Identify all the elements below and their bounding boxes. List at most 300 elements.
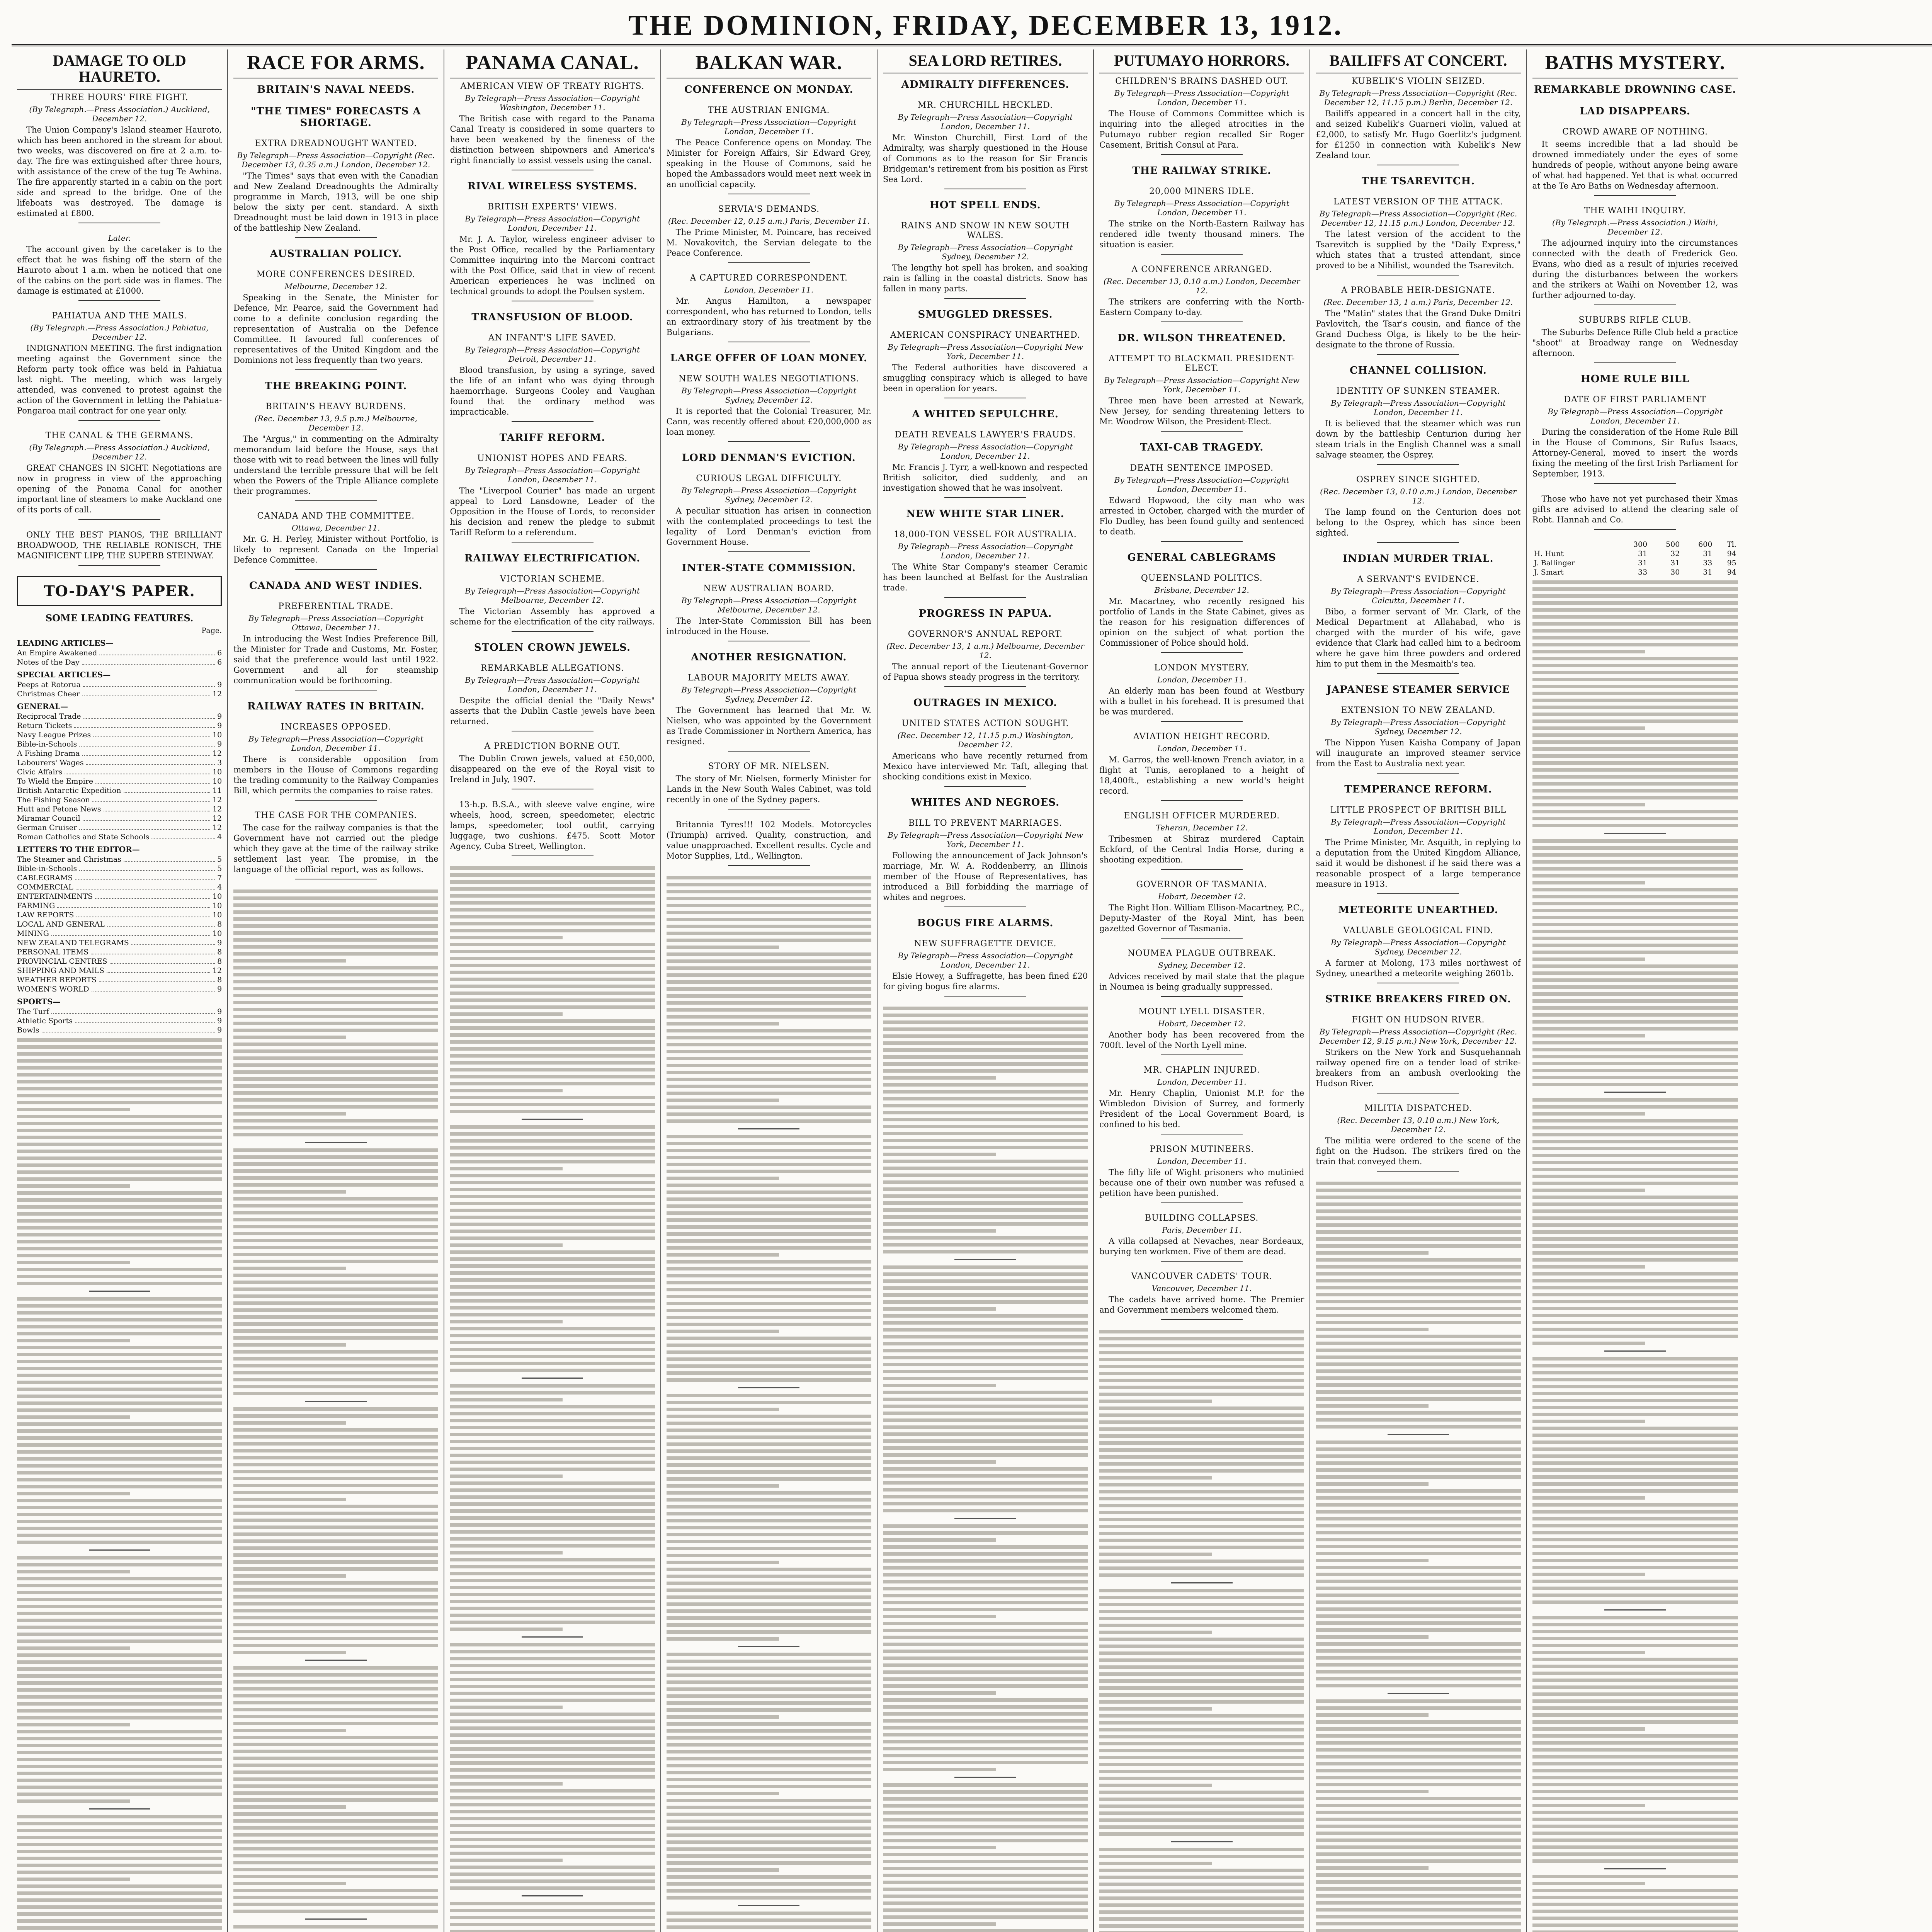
type-line xyxy=(1099,1896,1304,1900)
type-line xyxy=(1532,1510,1738,1514)
toc-entry[interactable] xyxy=(17,855,222,864)
article-dateline: By Telegraph—Press Association—Copyright London, December 11. xyxy=(898,112,1073,131)
type-line xyxy=(233,1421,346,1425)
type-line xyxy=(667,1868,779,1872)
type-line xyxy=(450,1726,655,1730)
article xyxy=(667,651,871,663)
toc-entry[interactable] xyxy=(17,786,222,795)
type-line xyxy=(1099,1330,1304,1333)
type-line xyxy=(883,1908,1088,1912)
type-line xyxy=(233,1253,438,1256)
type-line xyxy=(1099,1525,1304,1528)
type-line xyxy=(883,1014,1088,1017)
article-body: Speaking in the Senate, the Minister for Defence, Mr. Pearce, said the Government had come to a definite conclusion regarding the representation of Australia on the Defence Committee. It favoured full conferences of representatives of the United Kingdom and the Dominions not less frequently than two years. xyxy=(233,293,439,365)
toc-entry[interactable] xyxy=(17,864,222,873)
type-line xyxy=(667,1847,871,1851)
column-filler-text xyxy=(1316,1182,1520,1932)
article-body: The Prime Minister, M. Poincare, has received M. Novakovitch, the Servian delegate to the Peace Conference. xyxy=(666,227,871,258)
article-body: The account given by the caretaker is to the effect that he was fishing off the stern of the Hauroto about 1 a.m. when he noticed that one of the cabins on the port side was in flames. The damage is estimated at £1000. xyxy=(17,245,222,296)
toc-entry[interactable] xyxy=(17,957,222,966)
type-line xyxy=(667,1743,871,1747)
type-line xyxy=(450,1139,655,1143)
type-line xyxy=(233,1680,438,1684)
type-line xyxy=(667,1722,871,1726)
type-line xyxy=(450,929,655,932)
type-line xyxy=(1532,992,1738,996)
toc-entry-page: 5 xyxy=(217,855,222,864)
article-body: The Victorian Assembly has approved a scheme for the electrification of the city railways. xyxy=(450,606,655,626)
article-divider xyxy=(1161,1054,1243,1055)
type-line xyxy=(17,1751,222,1754)
type-line xyxy=(450,1040,655,1044)
type-line xyxy=(667,883,871,886)
type-line xyxy=(233,1343,346,1347)
type-line xyxy=(233,1435,438,1439)
type-line xyxy=(450,1096,655,1099)
toc-entry[interactable] xyxy=(17,1016,222,1026)
type-line xyxy=(17,1184,130,1188)
article-dateline: By Telegraph—Press Association—Copyright Sydney, December 12. xyxy=(898,243,1073,261)
toc-entry[interactable] xyxy=(17,929,222,938)
toc-entry-name: British Antarctic Expedition xyxy=(17,786,121,795)
article-divider xyxy=(1594,483,1676,484)
type-line xyxy=(1316,1656,1520,1660)
type-line xyxy=(17,1297,222,1301)
type-line xyxy=(233,1407,438,1411)
toc-entry[interactable] xyxy=(17,648,222,658)
type-line xyxy=(1532,740,1738,744)
article-dateline: (Rec. December 13, 0.10 a.m.) London, December 12. xyxy=(1103,277,1300,295)
type-line xyxy=(1099,1546,1304,1549)
article xyxy=(667,374,871,442)
type-line xyxy=(17,1143,222,1146)
type-line xyxy=(17,1878,130,1881)
article-subheadline: DEATH REVEALS LAWYER'S FRAUDS. xyxy=(895,430,1076,440)
type-line xyxy=(17,1871,222,1874)
article-subheadline: THE AUSTRIAN ENIGMA. xyxy=(708,105,830,115)
type-line xyxy=(450,1369,655,1372)
toc-entry[interactable] xyxy=(17,920,222,929)
article xyxy=(1316,684,1520,696)
type-line xyxy=(1532,874,1738,878)
scores-header-cell: 300 xyxy=(1633,540,1648,549)
type-line xyxy=(89,1549,150,1551)
article-body: Mr. J. A. Taylor, wireless engineer adviser to the Post Office, recalled by the Parliamentary Committee inquiring into the Marconi contract with the Post Office, said that in view of recent American experiences he was inclined on technical grounds to adopt the Poulsen system. xyxy=(450,234,655,296)
type-line xyxy=(1316,1362,1520,1366)
type-line xyxy=(17,1815,222,1818)
column-headline: BATHS MYSTERY. xyxy=(1532,49,1738,78)
type-line xyxy=(1532,1811,1738,1814)
type-line xyxy=(883,1062,1088,1066)
type-line xyxy=(1532,1126,1738,1129)
type-line xyxy=(1316,1196,1520,1199)
type-line xyxy=(1532,1314,1738,1317)
type-line xyxy=(1532,1706,1738,1710)
type-line xyxy=(233,1015,438,1018)
article-body: In introducing the West Indies Preference Bill, the Minister for Trade and Customs, Mr. Foster, said that the preference would last until 1922. Government and all for steamship communication would be forthcoming. xyxy=(233,634,439,685)
article-subheadline: NOUMEA PLAGUE OUTBREAK. xyxy=(1128,949,1276,958)
article-headline: SMUGGLED DRESSES. xyxy=(918,309,1053,320)
type-line xyxy=(17,1822,222,1825)
type-line xyxy=(883,1439,1088,1443)
type-line xyxy=(1099,1862,1212,1865)
toc-entry[interactable] xyxy=(17,873,222,883)
type-line xyxy=(233,1364,438,1367)
type-line xyxy=(1316,1825,1520,1828)
type-line xyxy=(667,952,871,956)
type-line xyxy=(233,1029,438,1032)
toc-entry[interactable] xyxy=(17,749,222,758)
article-divider xyxy=(1161,154,1243,155)
type-line xyxy=(233,1770,438,1774)
toc-entry[interactable] xyxy=(17,883,222,892)
toc-entry[interactable] xyxy=(17,823,222,832)
article xyxy=(1316,706,1520,774)
type-line xyxy=(233,1063,438,1067)
type-line xyxy=(667,932,871,935)
article-divider xyxy=(944,686,1026,687)
type-line xyxy=(1532,650,1646,653)
type-line xyxy=(450,1054,655,1058)
type-line xyxy=(450,1195,655,1198)
toc-column-label xyxy=(17,626,222,635)
article-body: Tribesmen at Shiraz murdered Captain Eckford, of the Central India Horse, during a shooting expedition. xyxy=(1099,834,1304,864)
rifle-scores-table xyxy=(1532,540,1738,577)
type-line xyxy=(450,1930,655,1932)
type-line xyxy=(1316,1566,1520,1569)
type-line xyxy=(17,1716,222,1719)
type-line xyxy=(1099,1777,1304,1780)
type-line xyxy=(1316,1524,1520,1527)
toc-entry-page: 4 xyxy=(217,833,222,841)
todays-paper-title: TO-DAY'S PAPER. xyxy=(44,582,195,600)
article-subheadline: CURIOUS LEGAL DIFFICULTY. xyxy=(696,473,842,483)
type-line xyxy=(233,1896,438,1899)
type-line xyxy=(1316,1559,1429,1562)
type-line xyxy=(17,1240,222,1243)
type-line xyxy=(883,1446,1088,1450)
article-subheadline: A SERVANT'S EVIDENCE. xyxy=(1357,575,1480,584)
type-line xyxy=(1532,747,1738,751)
type-line xyxy=(1099,1798,1304,1801)
type-line xyxy=(667,1757,871,1760)
type-line xyxy=(1099,1631,1212,1634)
article-body: It seems incredible that a lad should be drowned immediately under the eyes of some hundreds of people, without anyone being aware of what had happened. Yet that is what occurred at the Te Aro Baths on Wednesday afternoon. xyxy=(1532,139,1738,190)
column-headline: DAMAGE TO OLD HAURETO. xyxy=(17,49,222,90)
type-line xyxy=(450,950,655,953)
type-line xyxy=(17,1212,222,1216)
type-line xyxy=(1316,1894,1520,1898)
type-line xyxy=(1316,1286,1520,1289)
type-line xyxy=(450,1923,655,1926)
type-line xyxy=(883,1740,1088,1743)
type-line xyxy=(1532,1202,1738,1206)
article xyxy=(1316,805,1520,894)
type-line xyxy=(883,1328,1088,1332)
type-line xyxy=(233,924,438,928)
type-line xyxy=(17,1857,222,1860)
type-line xyxy=(883,1167,1088,1170)
article-subheadline: IDENTITY OF SUNKEN STEAMER. xyxy=(1336,386,1500,396)
type-line xyxy=(450,992,655,995)
type-line xyxy=(1316,1182,1520,1185)
type-line xyxy=(1532,1496,1646,1500)
type-line xyxy=(1532,782,1738,786)
type-line xyxy=(1532,1489,1738,1493)
scores-cell: H. Hunt xyxy=(1534,549,1564,558)
article-body: Following the announcement of Jack Johnson's marriage, Mr. W. A. Roddenberry, an Illinois member of the House of Representatives, has introduced a Bill forbidding the marriage of whites and negroes. xyxy=(883,851,1088,902)
type-line xyxy=(17,1905,222,1909)
type-line xyxy=(233,1315,438,1319)
type-line xyxy=(17,1563,222,1566)
toc-entry[interactable] xyxy=(17,1007,222,1016)
type-line xyxy=(1388,1693,1449,1694)
type-line xyxy=(233,910,438,914)
type-line xyxy=(1532,985,1738,989)
article-headline: JAPANESE STEAMER SERVICE xyxy=(1326,684,1510,696)
type-line xyxy=(667,1561,779,1564)
toc-section-title: SPECIAL ARTICLES— xyxy=(17,670,111,679)
type-line xyxy=(883,1839,1088,1842)
toc-leader xyxy=(82,749,211,756)
type-line xyxy=(667,1912,871,1915)
toc-entry[interactable] xyxy=(17,767,222,777)
type-line xyxy=(883,1867,1088,1870)
type-line xyxy=(233,1357,438,1361)
article-dateline: By Telegraph—Press Association—Copyright London, December 11. xyxy=(1548,406,1723,425)
type-line xyxy=(450,1468,655,1471)
article-dateline: Vancouver, December 11. xyxy=(1151,1284,1252,1293)
type-line xyxy=(450,1334,655,1337)
article-subheadline: KUBELIK'S VIOLIN SEIZED. xyxy=(1351,77,1485,86)
type-line xyxy=(233,1169,438,1173)
article xyxy=(233,380,438,392)
article-headline: OUTRAGES IN MEXICO. xyxy=(913,697,1058,709)
type-line xyxy=(450,1509,655,1513)
article-dateline: By Telegraph—Press Association—Copyright London, December 11. xyxy=(248,734,423,753)
article-dateline: By Telegraph—Press Association—Copyright Sydney, December 12. xyxy=(681,386,857,405)
type-line xyxy=(233,1260,438,1263)
article-dateline: London, December 11. xyxy=(1157,675,1247,684)
type-line xyxy=(1316,1531,1520,1534)
article-headline: METEORITE UNEARTHED. xyxy=(1338,904,1498,916)
toc-entry[interactable] xyxy=(17,901,222,910)
article-subheadline: CROWD AWARE OF NOTHING. xyxy=(1562,127,1708,137)
type-line xyxy=(667,1547,871,1550)
type-line xyxy=(1316,1811,1520,1814)
type-line xyxy=(17,1268,222,1271)
type-line xyxy=(667,1015,871,1019)
toc-entry-name: A Fishing Drama xyxy=(17,749,80,758)
type-line xyxy=(1316,1852,1520,1856)
article xyxy=(1099,663,1304,722)
article-subheadline: NEW SUFFRAGETTE DEVICE. xyxy=(914,939,1057,949)
type-line xyxy=(1316,1293,1520,1296)
type-line xyxy=(233,973,438,976)
type-line xyxy=(1316,1230,1520,1234)
type-line xyxy=(1316,1901,1520,1905)
type-line xyxy=(667,1442,871,1446)
toc-leader xyxy=(95,892,210,899)
toc-leader xyxy=(76,910,210,917)
type-line xyxy=(1532,1482,1738,1486)
type-line xyxy=(1532,1637,1738,1640)
article-subheadline: PRISON MUTINEERS. xyxy=(1150,1145,1254,1154)
type-line xyxy=(1532,768,1738,772)
article-dateline: (By Telegraph.—Press Association.) Auckland, December 12. xyxy=(29,443,210,461)
type-line xyxy=(233,1070,438,1074)
type-line xyxy=(1532,1440,1738,1444)
type-line xyxy=(17,1829,222,1832)
toc-entry-name: Bowls xyxy=(17,1026,39,1034)
toc-entry[interactable] xyxy=(17,721,222,730)
type-line xyxy=(1532,1244,1738,1248)
toc-entry[interactable] xyxy=(17,680,222,689)
type-line xyxy=(1316,1517,1520,1520)
toc-entry[interactable] xyxy=(17,814,222,823)
type-line xyxy=(1532,1734,1738,1738)
type-line xyxy=(1532,587,1738,591)
article-divider xyxy=(1377,893,1459,894)
toc-entry[interactable] xyxy=(17,985,222,994)
article xyxy=(233,84,438,95)
type-line xyxy=(1099,1672,1304,1676)
toc-section-title: SPORTS— xyxy=(17,997,61,1006)
type-line xyxy=(1099,1344,1304,1347)
type-line xyxy=(667,1875,871,1879)
type-line xyxy=(1316,1468,1520,1472)
type-line xyxy=(1532,1896,1738,1899)
type-line xyxy=(1099,1610,1304,1613)
type-line xyxy=(233,1155,438,1159)
article-subheadline: UNIONIST HOPES AND FEARS. xyxy=(477,453,628,463)
type-line xyxy=(233,1840,438,1844)
toc-entry[interactable] xyxy=(17,966,222,975)
type-line xyxy=(1532,803,1646,806)
type-line xyxy=(17,1898,222,1902)
article-divider xyxy=(1377,673,1459,674)
type-line xyxy=(883,1187,1088,1191)
toc-entry-name: German Cruiser xyxy=(17,823,77,832)
type-line xyxy=(1171,1582,1233,1583)
type-line xyxy=(1532,1762,1738,1765)
toc-entry[interactable] xyxy=(17,795,222,804)
toc-entry[interactable] xyxy=(17,804,222,814)
toc-entry[interactable] xyxy=(17,730,222,740)
type-line xyxy=(1099,1855,1304,1858)
type-line xyxy=(883,1670,1088,1674)
type-line xyxy=(17,1695,222,1699)
article-headline: RAILWAY RATES IN BRITAIN. xyxy=(247,700,425,712)
type-line xyxy=(883,1684,1088,1688)
toc-entry[interactable] xyxy=(17,947,222,957)
type-line xyxy=(450,1019,655,1023)
news-column xyxy=(12,49,228,1932)
type-line xyxy=(1316,1404,1429,1408)
toc-entry[interactable] xyxy=(17,740,222,749)
toc-entry-page: 12 xyxy=(213,966,222,975)
type-line xyxy=(1532,1651,1646,1654)
type-line xyxy=(1099,1420,1304,1424)
type-line xyxy=(1532,594,1738,598)
toc-entry[interactable] xyxy=(17,777,222,786)
type-line xyxy=(1099,1707,1212,1711)
toc-entry[interactable] xyxy=(17,658,222,667)
type-line xyxy=(1532,937,1738,940)
type-line xyxy=(17,1772,222,1775)
type-line xyxy=(883,1111,1088,1114)
type-line xyxy=(1316,1342,1520,1345)
toc-entry[interactable] xyxy=(17,910,222,920)
type-line xyxy=(233,945,438,949)
type-line xyxy=(1604,1350,1666,1352)
type-line xyxy=(233,1777,438,1781)
type-line xyxy=(233,966,438,969)
toc-entry-page: 12 xyxy=(213,823,222,832)
toc-entry[interactable] xyxy=(17,1026,222,1035)
type-line xyxy=(954,1518,1016,1519)
type-line xyxy=(233,1197,438,1201)
toc-entry[interactable] xyxy=(17,712,222,721)
type-line xyxy=(883,1481,1088,1485)
type-line xyxy=(450,1754,655,1758)
type-line xyxy=(1099,1811,1304,1815)
type-line xyxy=(667,1595,871,1599)
toc-leader xyxy=(124,855,215,862)
toc-entry-page: 10 xyxy=(213,731,222,739)
type-line xyxy=(450,1565,655,1568)
type-line xyxy=(450,1516,655,1520)
type-line xyxy=(1532,1468,1738,1472)
toc-entry[interactable] xyxy=(17,832,222,842)
article-body: The story of Mr. Nielsen, formerly Minister for Lands in the New South Wales Cabinet, was told recently in one of the Sydney papers. xyxy=(666,774,871,804)
article-dateline: Hobart, December 12. xyxy=(1158,1019,1246,1028)
article-body: A farmer at Molong, 173 miles northwest of Sydney, unearthed a meteorite weighing 2601b. xyxy=(1316,958,1521,978)
article-headline: GENERAL CABLEGRAMS xyxy=(1127,552,1276,563)
type-line xyxy=(450,1572,655,1575)
type-line xyxy=(1604,1609,1666,1611)
type-line xyxy=(450,1405,655,1408)
type-line xyxy=(450,1005,655,1009)
toc-entry[interactable] xyxy=(17,938,222,947)
type-line xyxy=(17,1919,222,1923)
toc-entry[interactable] xyxy=(17,975,222,985)
type-line xyxy=(233,1910,438,1913)
article xyxy=(667,562,871,574)
toc-entry[interactable] xyxy=(17,689,222,699)
type-line xyxy=(667,1498,871,1502)
type-line xyxy=(667,1512,871,1515)
type-line xyxy=(450,866,655,870)
article-divider xyxy=(1377,464,1459,465)
type-line xyxy=(667,1170,871,1173)
article-divider xyxy=(1377,1171,1459,1172)
type-line xyxy=(883,1349,1088,1352)
toc-entry[interactable] xyxy=(17,758,222,767)
article-body: INDIGNATION MEETING. The first indignation meeting against the Government since the Reform party took office was held in Pahiatua last night. The meeting, which was largely attended, was convened to protest against the action of the Government in letting the Pahiatua-Pongaroa mail contract for one year only. xyxy=(17,344,222,415)
toc-entry[interactable] xyxy=(17,892,222,901)
type-line xyxy=(17,1591,222,1594)
type-line xyxy=(1099,1658,1304,1662)
type-line xyxy=(1532,1552,1738,1555)
type-line xyxy=(17,1793,222,1796)
toc-leader xyxy=(104,804,210,811)
type-line xyxy=(1532,1048,1738,1051)
type-line xyxy=(1532,1447,1738,1451)
type-line xyxy=(883,1643,1088,1646)
type-line xyxy=(17,1156,222,1160)
type-line xyxy=(883,1747,1088,1750)
